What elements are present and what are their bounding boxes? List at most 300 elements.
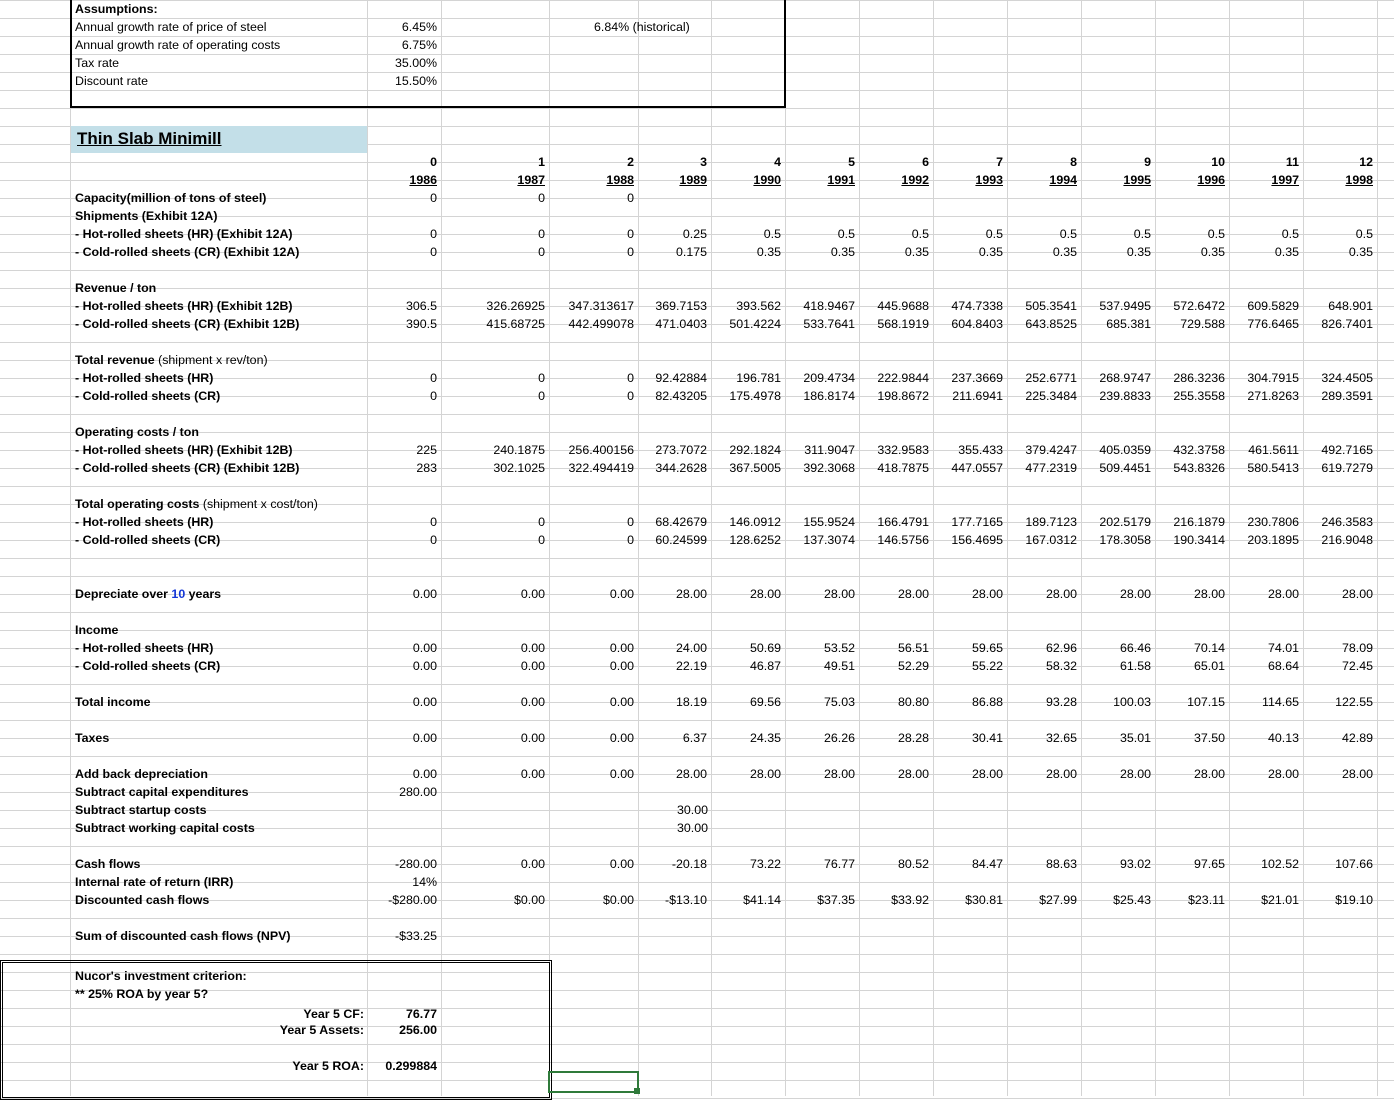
period-header-1996[interactable]: 10	[1211, 155, 1225, 169]
shipments-hr-cell-1991[interactable]: 0.5	[837, 227, 855, 241]
revenue-ton-label[interactable]: Revenue / ton	[75, 281, 157, 295]
revenue-ton-hr-cell-1994[interactable]: 505.3541	[1025, 299, 1077, 313]
irr-value[interactable]: 14%	[412, 875, 437, 889]
total-operating-hr-cell-1992[interactable]: 166.4791	[877, 515, 929, 529]
shipments-cr-cell-1989[interactable]: 0.175	[675, 245, 707, 259]
total-operating-cr-cell-1998[interactable]: 216.9048	[1321, 533, 1373, 547]
assumption-label[interactable]: Annual growth rate of operating costs	[75, 38, 281, 52]
total-revenue-hr-cell-1988[interactable]: 0	[627, 371, 634, 385]
income-hr-cell-1992[interactable]: 56.51	[897, 641, 929, 655]
revenue-ton-cr-cell-1995[interactable]: 685.381	[1106, 317, 1151, 331]
total-operating-hr-cell-1989[interactable]: 68.42679	[655, 515, 707, 529]
operating-ton-cr-cell-1987[interactable]: 302.1025	[493, 461, 545, 475]
total-operating-hr-cell-1988[interactable]: 0	[627, 515, 634, 529]
depreciation-cell-1990[interactable]: 28.00	[749, 587, 781, 601]
total-income-cell-1992[interactable]: 80.80	[897, 695, 929, 709]
assumption-historical[interactable]: 6.84% (historical)	[594, 20, 690, 34]
add-back-label[interactable]: Add back depreciation	[75, 767, 208, 781]
total-income-cell-1996[interactable]: 107.15	[1187, 695, 1225, 709]
total-revenue-hr-cell-1994[interactable]: 252.6771	[1025, 371, 1077, 385]
shipments-cr-cell-1988[interactable]: 0	[627, 245, 634, 259]
total-income-cell-1993[interactable]: 86.88	[971, 695, 1003, 709]
total-operating-cr-cell-1995[interactable]: 178.3058	[1099, 533, 1151, 547]
total-operating-hr-label[interactable]: - Hot-rolled sheets (HR)	[75, 515, 214, 529]
shipments-cr-cell-1987[interactable]: 0	[538, 245, 545, 259]
add-back-cell-1989[interactable]: 28.00	[675, 767, 707, 781]
operating-ton-cr-cell-1993[interactable]: 447.0557	[951, 461, 1003, 475]
operating-ton-cr-cell-1990[interactable]: 367.5005	[729, 461, 781, 475]
sheet-title[interactable]: Thin Slab Minimill	[77, 129, 222, 148]
total-revenue-hr-cell-1986[interactable]: 0	[430, 371, 437, 385]
total-income-label[interactable]: Total income	[75, 695, 151, 709]
shipments-cr-cell-1997[interactable]: 0.35	[1274, 245, 1299, 259]
income-hr-cell-1990[interactable]: 50.69	[749, 641, 781, 655]
income-hr-cell-1996[interactable]: 70.14	[1193, 641, 1225, 655]
cash-flow-cell-1994[interactable]: 88.63	[1045, 857, 1077, 871]
income-hr-label[interactable]: - Hot-rolled sheets (HR)	[75, 641, 214, 655]
total-operating-cr-cell-1989[interactable]: 60.24599	[655, 533, 707, 547]
add-back-cell-1987[interactable]: 0.00	[520, 767, 545, 781]
selected-cell[interactable]	[548, 1071, 639, 1093]
operating-ton-hr-cell-1995[interactable]: 405.0359	[1099, 443, 1151, 457]
depreciation-cell-1996[interactable]: 28.00	[1193, 587, 1225, 601]
total-revenue-cr-cell-1988[interactable]: 0	[627, 389, 634, 403]
income-cr-cell-1986[interactable]: 0.00	[412, 659, 437, 673]
revenue-ton-cr-cell-1988[interactable]: 442.499078	[568, 317, 634, 331]
dcf-cell-1992[interactable]: $33.92	[891, 893, 929, 907]
depreciation-cell-1992[interactable]: 28.00	[897, 587, 929, 601]
total-operating-cr-cell-1996[interactable]: 190.3414	[1173, 533, 1225, 547]
operating-ton-hr-cell-1988[interactable]: 256.400156	[568, 443, 634, 457]
dcf-cell-1990[interactable]: $41.14	[743, 893, 781, 907]
taxes-cell-1986[interactable]: 0.00	[412, 731, 437, 745]
operating-ton-hr-cell-1989[interactable]: 273.7072	[655, 443, 707, 457]
total-revenue-cr-cell-1993[interactable]: 211.6941	[952, 389, 1003, 403]
year5-assets-value[interactable]: 256.00	[399, 1023, 437, 1037]
add-back-cell-1993[interactable]: 28.00	[971, 767, 1003, 781]
dcf-cell-1988[interactable]: $0.00	[602, 893, 634, 907]
period-header-1990[interactable]: 4	[774, 155, 781, 169]
assumption-label[interactable]: Annual growth rate of price of steel	[75, 20, 267, 34]
total-operating-cr-label[interactable]: - Cold-rolled sheets (CR)	[75, 533, 221, 547]
capacity-cell-1986[interactable]: 0	[430, 191, 437, 205]
add-back-cell-1991[interactable]: 28.00	[823, 767, 855, 781]
shipments-hr-cell-1994[interactable]: 0.5	[1059, 227, 1077, 241]
total-operating-cr-cell-1987[interactable]: 0	[538, 533, 545, 547]
depreciation-cell-1989[interactable]: 28.00	[675, 587, 707, 601]
year-header-1998[interactable]: 1998	[1345, 173, 1373, 187]
total-revenue-hr-cell-1993[interactable]: 237.3669	[951, 371, 1003, 385]
total-income-cell-1991[interactable]: 75.03	[823, 695, 855, 709]
year-header-1986[interactable]: 1986	[409, 173, 437, 187]
income-hr-cell-1991[interactable]: 53.52	[823, 641, 855, 655]
assumption-label[interactable]: Discount rate	[75, 74, 149, 88]
total-operating-hr-cell-1993[interactable]: 177.7165	[951, 515, 1003, 529]
total-operating-label[interactable]: Total operating costs (shipment x cost/ton)	[75, 497, 318, 511]
cash-flow-cell-1997[interactable]: 102.52	[1261, 857, 1299, 871]
taxes-cell-1987[interactable]: 0.00	[520, 731, 545, 745]
assumption-value[interactable]: 35.00%	[394, 56, 437, 70]
period-header-1998[interactable]: 12	[1359, 155, 1373, 169]
nucor-sub[interactable]: ** 25% ROA by year 5?	[75, 987, 209, 1001]
total-operating-cr-cell-1994[interactable]: 167.0312	[1025, 533, 1077, 547]
assumptions-header[interactable]: Assumptions:	[75, 2, 158, 16]
revenue-ton-cr-cell-1993[interactable]: 604.8403	[951, 317, 1003, 331]
shipments-hr-cell-1992[interactable]: 0.5	[911, 227, 929, 241]
revenue-ton-hr-cell-1991[interactable]: 418.9467	[803, 299, 855, 313]
operating-ton-cr-cell-1992[interactable]: 418.7875	[877, 461, 929, 475]
year-header-1989[interactable]: 1989	[679, 173, 707, 187]
shipments-hr-cell-1986[interactable]: 0	[430, 227, 437, 241]
year-header-1991[interactable]: 1991	[827, 173, 855, 187]
operating-ton-hr-cell-1992[interactable]: 332.9583	[877, 443, 929, 457]
taxes-cell-1988[interactable]: 0.00	[609, 731, 634, 745]
fill-handle[interactable]	[634, 1088, 640, 1094]
income-hr-cell-1998[interactable]: 78.09	[1341, 641, 1373, 655]
income-cr-cell-1998[interactable]: 72.45	[1341, 659, 1373, 673]
total-income-cell-1997[interactable]: 114.65	[1262, 695, 1299, 709]
revenue-ton-cr-cell-1997[interactable]: 776.6465	[1247, 317, 1299, 331]
taxes-cell-1990[interactable]: 24.35	[749, 731, 781, 745]
total-income-cell-1998[interactable]: 122.55	[1335, 695, 1373, 709]
operating-ton-hr-cell-1990[interactable]: 292.1824	[729, 443, 781, 457]
total-operating-hr-cell-1994[interactable]: 189.7123	[1025, 515, 1077, 529]
total-operating-hr-cell-1987[interactable]: 0	[538, 515, 545, 529]
startup-label[interactable]: Subtract startup costs	[75, 803, 207, 817]
income-cr-cell-1996[interactable]: 65.01	[1193, 659, 1225, 673]
revenue-ton-cr-cell-1989[interactable]: 471.0403	[655, 317, 707, 331]
shipments-cr-label[interactable]: - Cold-rolled sheets (CR) (Exhibit 12A)	[75, 245, 300, 259]
capacity-cell-1988[interactable]: 0	[627, 191, 634, 205]
add-back-cell-1998[interactable]: 28.00	[1341, 767, 1373, 781]
shipments-hr-cell-1987[interactable]: 0	[538, 227, 545, 241]
revenue-ton-hr-label[interactable]: - Hot-rolled sheets (HR) (Exhibit 12B)	[75, 299, 293, 313]
shipments-hr-cell-1990[interactable]: 0.5	[763, 227, 781, 241]
total-operating-cr-cell-1993[interactable]: 156.4695	[951, 533, 1003, 547]
revenue-ton-hr-cell-1987[interactable]: 326.26925	[486, 299, 545, 313]
total-operating-cr-cell-1992[interactable]: 146.5756	[877, 533, 929, 547]
taxes-cell-1996[interactable]: 37.50	[1193, 731, 1225, 745]
operating-ton-cr-cell-1998[interactable]: 619.7279	[1321, 461, 1373, 475]
revenue-ton-cr-cell-1996[interactable]: 729.588	[1180, 317, 1225, 331]
shipments-hr-cell-1988[interactable]: 0	[627, 227, 634, 241]
income-cr-cell-1990[interactable]: 46.87	[749, 659, 781, 673]
working-capital-value[interactable]: 30.00	[676, 821, 708, 835]
total-income-cell-1989[interactable]: 18.19	[675, 695, 707, 709]
add-back-cell-1986[interactable]: 0.00	[412, 767, 437, 781]
add-back-cell-1997[interactable]: 28.00	[1267, 767, 1299, 781]
capex-value[interactable]: 280.00	[399, 785, 437, 799]
total-revenue-cr-cell-1989[interactable]: 82.43205	[655, 389, 707, 403]
dcf-cell-1995[interactable]: $25.43	[1113, 893, 1151, 907]
period-header-1988[interactable]: 2	[627, 155, 634, 169]
depreciation-cell-1993[interactable]: 28.00	[971, 587, 1003, 601]
assumption-label[interactable]: Tax rate	[75, 56, 120, 70]
revenue-ton-hr-cell-1986[interactable]: 306.5	[405, 299, 437, 313]
operating-ton-cr-cell-1995[interactable]: 509.4451	[1099, 461, 1151, 475]
shipments-hr-cell-1993[interactable]: 0.5	[985, 227, 1003, 241]
year-header-1997[interactable]: 1997	[1271, 173, 1299, 187]
cash-flow-cell-1992[interactable]: 80.52	[897, 857, 929, 871]
income-hr-cell-1997[interactable]: 74.01	[1267, 641, 1299, 655]
period-header-1995[interactable]: 9	[1144, 155, 1151, 169]
total-operating-cr-cell-1988[interactable]: 0	[627, 533, 634, 547]
year5-cf-label[interactable]: Year 5 CF:	[303, 1007, 364, 1021]
total-revenue-hr-cell-1987[interactable]: 0	[538, 371, 545, 385]
total-revenue-hr-label[interactable]: - Hot-rolled sheets (HR)	[75, 371, 214, 385]
cash-flows-label[interactable]: Cash flows	[75, 857, 141, 871]
operating-ton-hr-cell-1997[interactable]: 461.5611	[1248, 443, 1299, 457]
add-back-cell-1990[interactable]: 28.00	[749, 767, 781, 781]
total-operating-hr-cell-1997[interactable]: 230.7806	[1247, 515, 1299, 529]
income-cr-cell-1995[interactable]: 61.58	[1119, 659, 1151, 673]
capex-label[interactable]: Subtract capital expenditures	[75, 785, 249, 799]
add-back-cell-1994[interactable]: 28.00	[1045, 767, 1077, 781]
period-header-1997[interactable]: 11	[1285, 155, 1299, 169]
cash-flow-cell-1986[interactable]: -280.00	[394, 857, 437, 871]
revenue-ton-cr-cell-1992[interactable]: 568.1919	[877, 317, 929, 331]
operating-ton-cr-cell-1996[interactable]: 543.8326	[1173, 461, 1225, 475]
operating-ton-hr-cell-1994[interactable]: 379.4247	[1025, 443, 1077, 457]
income-hr-cell-1987[interactable]: 0.00	[520, 641, 545, 655]
operating-ton-hr-cell-1987[interactable]: 240.1875	[493, 443, 545, 457]
shipments-cr-cell-1990[interactable]: 0.35	[756, 245, 781, 259]
dcf-cell-1987[interactable]: $0.00	[513, 893, 545, 907]
operating-ton-hr-cell-1991[interactable]: 311.9047	[804, 443, 855, 457]
total-operating-hr-cell-1996[interactable]: 216.1879	[1173, 515, 1225, 529]
year5-roa-value[interactable]: 0.299884	[385, 1059, 437, 1073]
dcf-label[interactable]: Discounted cash flows	[75, 893, 210, 907]
revenue-ton-hr-cell-1988[interactable]: 347.313617	[568, 299, 634, 313]
operating-ton-hr-cell-1996[interactable]: 432.3758	[1173, 443, 1225, 457]
income-hr-cell-1995[interactable]: 66.46	[1119, 641, 1151, 655]
depreciation-cell-1986[interactable]: 0.00	[412, 587, 437, 601]
taxes-cell-1998[interactable]: 42.89	[1341, 731, 1373, 745]
assumption-value[interactable]: 6.75%	[401, 38, 437, 52]
irr-label[interactable]: Internal rate of return (IRR)	[75, 875, 234, 889]
total-operating-cr-cell-1990[interactable]: 128.6252	[729, 533, 781, 547]
year-header-1987[interactable]: 1987	[517, 173, 545, 187]
period-header-1991[interactable]: 5	[848, 155, 855, 169]
year-header-1993[interactable]: 1993	[975, 173, 1003, 187]
shipments-label[interactable]: Shipments (Exhibit 12A)	[75, 209, 218, 223]
total-operating-hr-cell-1991[interactable]: 155.9524	[803, 515, 855, 529]
year-header-1988[interactable]: 1988	[606, 173, 634, 187]
total-revenue-cr-cell-1995[interactable]: 239.8833	[1099, 389, 1151, 403]
year-header-1994[interactable]: 1994	[1049, 173, 1077, 187]
income-hr-cell-1989[interactable]: 24.00	[675, 641, 707, 655]
revenue-ton-cr-cell-1986[interactable]: 390.5	[405, 317, 437, 331]
total-operating-cr-cell-1997[interactable]: 203.1895	[1247, 533, 1299, 547]
income-cr-label[interactable]: - Cold-rolled sheets (CR)	[75, 659, 221, 673]
year-header-1990[interactable]: 1990	[753, 173, 781, 187]
total-revenue-cr-label[interactable]: - Cold-rolled sheets (CR)	[75, 389, 221, 403]
total-revenue-hr-cell-1996[interactable]: 286.3236	[1173, 371, 1225, 385]
dcf-cell-1993[interactable]: $30.81	[965, 893, 1003, 907]
revenue-ton-cr-cell-1990[interactable]: 501.4224	[729, 317, 781, 331]
total-revenue-cr-cell-1986[interactable]: 0	[430, 389, 437, 403]
revenue-ton-hr-cell-1989[interactable]: 369.7153	[655, 299, 707, 313]
revenue-ton-hr-cell-1993[interactable]: 474.7338	[951, 299, 1003, 313]
taxes-label[interactable]: Taxes	[75, 731, 110, 745]
add-back-cell-1988[interactable]: 0.00	[609, 767, 634, 781]
nucor-header[interactable]: Nucor's investment criterion:	[75, 969, 247, 983]
depreciation-cell-1991[interactable]: 28.00	[823, 587, 855, 601]
dcf-cell-1997[interactable]: $21.01	[1261, 893, 1299, 907]
total-revenue-hr-cell-1998[interactable]: 324.4505	[1321, 371, 1373, 385]
operating-ton-cr-label[interactable]: - Cold-rolled sheets (CR) (Exhibit 12B)	[75, 461, 300, 475]
income-label[interactable]: Income	[75, 623, 119, 637]
income-hr-cell-1988[interactable]: 0.00	[609, 641, 634, 655]
capacity-cell-1987[interactable]: 0	[538, 191, 545, 205]
capacity-label[interactable]: Capacity(million of tons of steel)	[75, 191, 267, 205]
shipments-cr-cell-1995[interactable]: 0.35	[1126, 245, 1151, 259]
operating-ton-label[interactable]: Operating costs / ton	[75, 425, 199, 439]
operating-ton-cr-cell-1986[interactable]: 283	[416, 461, 437, 475]
revenue-ton-hr-cell-1990[interactable]: 393.562	[736, 299, 781, 313]
assumption-value[interactable]: 15.50%	[394, 74, 437, 88]
taxes-cell-1989[interactable]: 6.37	[682, 731, 707, 745]
income-cr-cell-1988[interactable]: 0.00	[609, 659, 634, 673]
total-revenue-cr-cell-1990[interactable]: 175.4978	[729, 389, 781, 403]
assumption-value[interactable]: 6.45%	[401, 20, 437, 34]
npv-value[interactable]: -$33.25	[394, 929, 437, 943]
operating-ton-hr-cell-1986[interactable]: 225	[416, 443, 437, 457]
total-revenue-cr-cell-1992[interactable]: 198.8672	[877, 389, 929, 403]
total-income-cell-1986[interactable]: 0.00	[412, 695, 437, 709]
taxes-cell-1997[interactable]: 40.13	[1267, 731, 1299, 745]
dcf-cell-1991[interactable]: $37.35	[817, 893, 855, 907]
income-hr-cell-1994[interactable]: 62.96	[1045, 641, 1077, 655]
income-cr-cell-1992[interactable]: 52.29	[897, 659, 929, 673]
revenue-ton-cr-label[interactable]: - Cold-rolled sheets (CR) (Exhibit 12B)	[75, 317, 300, 331]
total-income-cell-1995[interactable]: 100.03	[1113, 695, 1151, 709]
depreciation-label[interactable]: Depreciate over 10 years	[75, 587, 222, 601]
revenue-ton-hr-cell-1996[interactable]: 572.6472	[1173, 299, 1225, 313]
total-revenue-hr-cell-1997[interactable]: 304.7915	[1247, 371, 1299, 385]
total-revenue-label[interactable]: Total revenue (shipment x rev/ton)	[75, 353, 268, 367]
revenue-ton-cr-cell-1991[interactable]: 533.7641	[803, 317, 855, 331]
operating-ton-cr-cell-1989[interactable]: 344.2628	[655, 461, 707, 475]
total-revenue-cr-cell-1987[interactable]: 0	[538, 389, 545, 403]
income-hr-cell-1993[interactable]: 59.65	[971, 641, 1003, 655]
total-income-cell-1990[interactable]: 69.56	[749, 695, 781, 709]
taxes-cell-1992[interactable]: 28.28	[897, 731, 929, 745]
dcf-cell-1998[interactable]: $19.10	[1335, 893, 1373, 907]
total-revenue-hr-cell-1991[interactable]: 209.4734	[803, 371, 855, 385]
shipments-hr-cell-1989[interactable]: 0.25	[682, 227, 707, 241]
shipments-cr-cell-1986[interactable]: 0	[430, 245, 437, 259]
add-back-cell-1992[interactable]: 28.00	[897, 767, 929, 781]
revenue-ton-cr-cell-1994[interactable]: 643.8525	[1025, 317, 1077, 331]
income-cr-cell-1993[interactable]: 55.22	[971, 659, 1003, 673]
period-header-1993[interactable]: 7	[996, 155, 1003, 169]
total-revenue-cr-cell-1994[interactable]: 225.3484	[1025, 389, 1077, 403]
total-operating-hr-cell-1998[interactable]: 246.3583	[1321, 515, 1373, 529]
period-header-1989[interactable]: 3	[700, 155, 707, 169]
operating-ton-cr-cell-1994[interactable]: 477.2319	[1025, 461, 1077, 475]
operating-ton-hr-cell-1998[interactable]: 492.7165	[1321, 443, 1373, 457]
revenue-ton-cr-cell-1987[interactable]: 415.68725	[486, 317, 545, 331]
cash-flow-cell-1991[interactable]: 76.77	[823, 857, 855, 871]
total-operating-hr-cell-1986[interactable]: 0	[430, 515, 437, 529]
depreciation-cell-1988[interactable]: 0.00	[609, 587, 634, 601]
working-capital-label[interactable]: Subtract working capital costs	[75, 821, 255, 835]
income-cr-cell-1994[interactable]: 58.32	[1045, 659, 1077, 673]
total-income-cell-1987[interactable]: 0.00	[520, 695, 545, 709]
year-header-1992[interactable]: 1992	[901, 173, 929, 187]
cash-flow-cell-1990[interactable]: 73.22	[749, 857, 781, 871]
shipments-cr-cell-1992[interactable]: 0.35	[904, 245, 929, 259]
total-revenue-cr-cell-1997[interactable]: 271.8263	[1247, 389, 1299, 403]
total-income-cell-1988[interactable]: 0.00	[609, 695, 634, 709]
depreciation-cell-1987[interactable]: 0.00	[520, 587, 545, 601]
taxes-cell-1995[interactable]: 35.01	[1119, 731, 1151, 745]
cash-flow-cell-1996[interactable]: 97.65	[1193, 857, 1225, 871]
revenue-ton-hr-cell-1992[interactable]: 445.9688	[877, 299, 929, 313]
income-cr-cell-1991[interactable]: 49.51	[823, 659, 855, 673]
shipments-cr-cell-1993[interactable]: 0.35	[978, 245, 1003, 259]
taxes-cell-1991[interactable]: 26.26	[823, 731, 855, 745]
income-cr-cell-1997[interactable]: 68.64	[1267, 659, 1299, 673]
total-revenue-hr-cell-1990[interactable]: 196.781	[736, 371, 781, 385]
revenue-ton-cr-cell-1998[interactable]: 826.7401	[1321, 317, 1373, 331]
cash-flow-cell-1993[interactable]: 84.47	[971, 857, 1003, 871]
dcf-cell-1986[interactable]: -$280.00	[388, 893, 437, 907]
operating-ton-cr-cell-1997[interactable]: 580.5413	[1247, 461, 1299, 475]
npv-label[interactable]: Sum of discounted cash flows (NPV)	[75, 929, 291, 943]
shipments-cr-cell-1996[interactable]: 0.35	[1200, 245, 1225, 259]
depreciation-cell-1994[interactable]: 28.00	[1045, 587, 1077, 601]
dcf-cell-1989[interactable]: -$13.10	[664, 893, 707, 907]
operating-ton-hr-cell-1993[interactable]: 355.433	[958, 443, 1003, 457]
total-revenue-hr-cell-1995[interactable]: 268.9747	[1099, 371, 1151, 385]
year-header-1996[interactable]: 1996	[1197, 173, 1225, 187]
total-revenue-hr-cell-1992[interactable]: 222.9844	[877, 371, 929, 385]
shipments-cr-cell-1998[interactable]: 0.35	[1348, 245, 1373, 259]
year5-roa-label[interactable]: Year 5 ROA:	[292, 1059, 364, 1073]
taxes-cell-1994[interactable]: 32.65	[1045, 731, 1077, 745]
shipments-hr-cell-1995[interactable]: 0.5	[1133, 227, 1151, 241]
total-income-cell-1994[interactable]: 93.28	[1045, 695, 1077, 709]
cash-flow-cell-1995[interactable]: 93.02	[1119, 857, 1151, 871]
shipments-hr-cell-1997[interactable]: 0.5	[1281, 227, 1299, 241]
add-back-cell-1996[interactable]: 28.00	[1193, 767, 1225, 781]
period-header-1994[interactable]: 8	[1070, 155, 1077, 169]
cash-flow-cell-1988[interactable]: 0.00	[609, 857, 634, 871]
shipments-hr-cell-1996[interactable]: 0.5	[1207, 227, 1225, 241]
income-cr-cell-1987[interactable]: 0.00	[520, 659, 545, 673]
operating-ton-hr-label[interactable]: - Hot-rolled sheets (HR) (Exhibit 12B)	[75, 443, 293, 457]
shipments-hr-label[interactable]: - Hot-rolled sheets (HR) (Exhibit 12A)	[75, 227, 293, 241]
total-operating-hr-cell-1995[interactable]: 202.5179	[1099, 515, 1151, 529]
total-revenue-hr-cell-1989[interactable]: 92.42884	[655, 371, 707, 385]
shipments-cr-cell-1991[interactable]: 0.35	[830, 245, 855, 259]
depreciation-cell-1997[interactable]: 28.00	[1267, 587, 1299, 601]
add-back-cell-1995[interactable]: 28.00	[1119, 767, 1151, 781]
depreciation-cell-1995[interactable]: 28.00	[1119, 587, 1151, 601]
year-header-1995[interactable]: 1995	[1123, 173, 1151, 187]
total-revenue-cr-cell-1998[interactable]: 289.3591	[1321, 389, 1373, 403]
revenue-ton-hr-cell-1997[interactable]: 609.5829	[1247, 299, 1299, 313]
period-header-1986[interactable]: 0	[430, 155, 437, 169]
taxes-cell-1993[interactable]: 30.41	[971, 731, 1003, 745]
total-operating-cr-cell-1986[interactable]: 0	[430, 533, 437, 547]
startup-value[interactable]: 30.00	[676, 803, 708, 817]
total-revenue-cr-cell-1996[interactable]: 255.3558	[1173, 389, 1225, 403]
cash-flow-cell-1987[interactable]: 0.00	[520, 857, 545, 871]
revenue-ton-hr-cell-1995[interactable]: 537.9495	[1099, 299, 1151, 313]
